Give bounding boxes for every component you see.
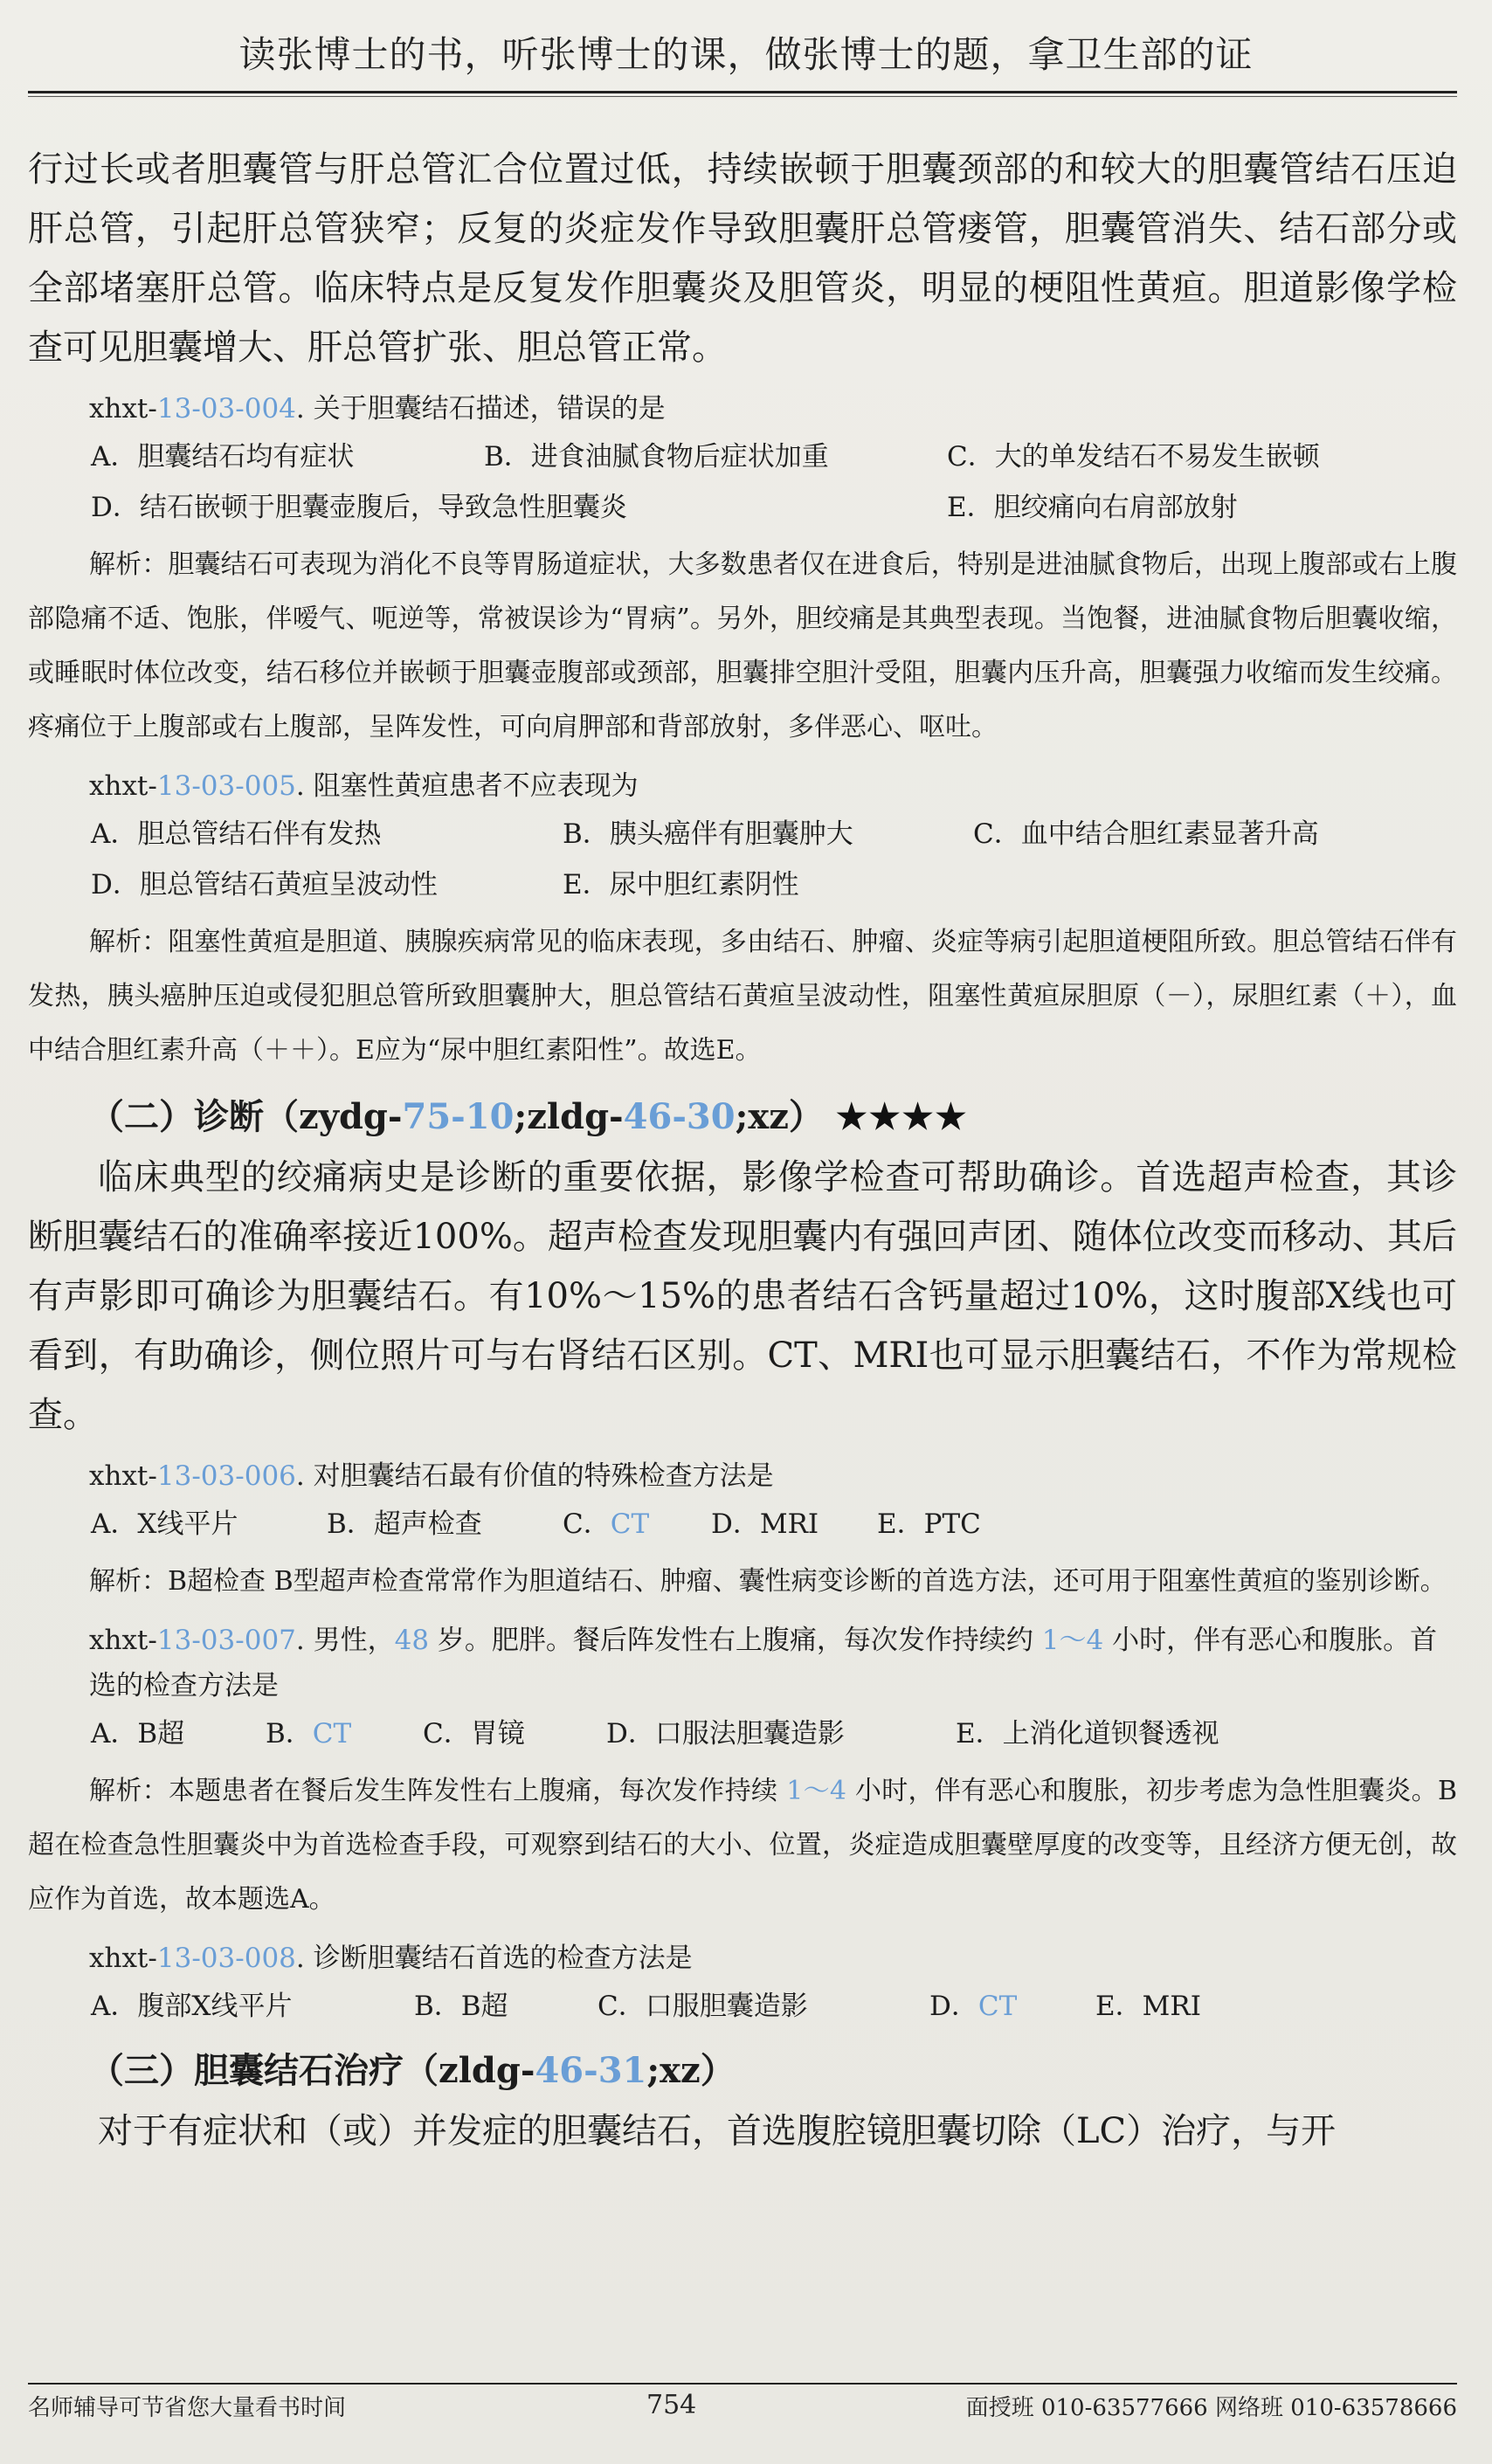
question-code: xhxt-13-03-007. bbox=[89, 1625, 305, 1656]
question-005 bbox=[28, 763, 1457, 809]
question-008 bbox=[28, 1936, 1457, 1981]
star-rating: ★★★★ bbox=[835, 1096, 969, 1137]
option-b: B．CT bbox=[266, 1718, 352, 1750]
explanation-005: 解析：阻塞性黄疸是胆道、胰腺疾病常见的临床表现，多由结石、肿瘤、炎症等病引起胆道梗阻所致。胆总管结石伴有发热，胰头癌肿压迫或侵犯胆总管所致胆囊肿大，胆总管结石黄疸呈波动性，阻塞性黄疸尿胆原（－），尿胆红素（＋），血中结合胆红素升高（＋＋）。E应为“尿中胆红素阳性”。故选E。 bbox=[28, 927, 1457, 1066]
option-e: E．尿中胆红素阴性 bbox=[563, 869, 799, 901]
option-c: C．胃镜 bbox=[423, 1718, 525, 1750]
option-c: C．血中结合胆红素显著升高 bbox=[973, 818, 1319, 850]
explanation-007: 解析：本题患者在餐后发生阵发性右上腹痛，每次发作持续 1～4 小时，伴有恶心和腹胀，初步考虑为急性胆囊炎。B超在检查急性胆囊炎中为首选检查手段，可观察到结石的大小、位置，炎症造成胆囊壁厚度的改变等，且经济方便无创，故应作为首选，故本题选A。 bbox=[28, 1776, 1457, 1915]
question-007 bbox=[28, 1618, 1457, 1708]
intro-paragraph: 行过长或者胆囊管与肝总管汇合位置过低，持续嵌顿于胆囊颈部的和较大的胆囊管结石压迫肝总管，引起肝总管狭窄；反复的炎症发作导致胆囊肝总管瘘管，胆囊管消失、结石部分或全部堵塞肝总管。临床特点是反复发作胆囊炎及胆管炎，明显的梗阻性黄疸。胆道影像学检查可见胆囊增大、肝总管扩张、胆总管正常。 bbox=[28, 149, 1457, 368]
question-007-options bbox=[28, 1708, 1457, 1759]
header-rule bbox=[28, 91, 1457, 93]
footer-contact: 面授班 010-63577666 网络班 010-63578666 bbox=[965, 2395, 1457, 2421]
question-005-options bbox=[28, 809, 1457, 910]
footer-slogan: 名师辅导可节省您大量看书时间 bbox=[28, 2395, 347, 2421]
section-treatment-heading: （三）胆囊结石治疗（zldg-46-31;xz） bbox=[89, 2050, 736, 2091]
option-b: B．B超 bbox=[414, 1991, 508, 2022]
option-a: A．X线平片 bbox=[91, 1508, 238, 1540]
question-006-options bbox=[28, 1499, 1457, 1549]
page-number: 754 bbox=[646, 2390, 697, 2420]
option-e: E．胆绞痛向右肩部放射 bbox=[947, 492, 1238, 523]
question-006 bbox=[28, 1453, 1457, 1499]
question-code: xhxt-13-03-006. bbox=[89, 1460, 305, 1492]
option-a: A．腹部X线平片 bbox=[91, 1991, 293, 2022]
diagnosis-paragraph: 临床典型的绞痛病史是诊断的重要依据，影像学检查可帮助确诊。首选超声检查，其诊断胆囊结石的准确率接近100%。超声检查发现胆囊内有强回声团、随体位改变而移动、其后有声影即可确诊为胆囊结石。有10%～15%的患者结石含钙量超过10%，这时腹部X线也可看到，有助确诊，侧位照片可与右肾结石区别。CT、MRI也可显示胆囊结石，不作为常规检查。 bbox=[28, 1157, 1457, 1435]
option-e: E．MRI bbox=[1095, 1991, 1201, 2022]
option-a: A．胆囊结石均有症状 bbox=[91, 441, 355, 473]
option-e: E．PTC bbox=[877, 1508, 981, 1540]
option-a: A．B超 bbox=[91, 1718, 185, 1750]
option-c: C．大的单发结石不易发生嵌顿 bbox=[947, 441, 1320, 473]
option-c: C．CT bbox=[563, 1508, 650, 1540]
explanation-006: 解析：B超检查 B型超声检查常常作为胆道结石、肿瘤、囊性病变诊断的首选方法，还可用于阻塞性黄疸的鉴别诊断。 bbox=[89, 1566, 1447, 1597]
option-d: D．CT bbox=[929, 1991, 1018, 2022]
question-004-options bbox=[28, 431, 1457, 533]
footer-rule bbox=[28, 2383, 1457, 2385]
option-a: A．胆总管结石伴有发热 bbox=[91, 818, 382, 850]
treatment-paragraph: 对于有症状和（或）并发症的胆囊结石，首选腹腔镜胆囊切除（LC）治疗，与开 bbox=[98, 2111, 1337, 2151]
question-008-options bbox=[28, 1981, 1457, 2032]
option-b: B．超声检查 bbox=[327, 1508, 482, 1540]
option-b: B．进食油腻食物后症状加重 bbox=[484, 441, 829, 473]
option-d: D．MRI bbox=[711, 1508, 819, 1540]
question-stem: 对胆囊结石最有价值的特殊检查方法是 bbox=[313, 1460, 774, 1492]
section-diagnosis-heading: （二）诊断（zydg-75-10;zldg-46-30;xz） ★★★★ bbox=[89, 1096, 969, 1137]
option-b: B．胰头癌伴有胆囊肿大 bbox=[563, 818, 853, 850]
question-code: xhxt-13-03-005. bbox=[89, 770, 305, 802]
page-header-title: 读张博士的书，听张博士的课，做张博士的题，拿卫生部的证 bbox=[238, 33, 1254, 76]
page-content bbox=[28, 140, 1457, 2161]
question-stem: 关于胆囊结石描述，错误的是 bbox=[313, 393, 666, 424]
question-stem: 诊断胆囊结石首选的检查方法是 bbox=[313, 1943, 693, 1974]
question-code: xhxt-13-03-004. bbox=[89, 393, 305, 424]
question-stem: 男性，48 岁。肥胖。餐后阵发性右上腹痛，每次发作持续约 1～4 小时，伴有恶心和腹胀。首选的检查方法是 bbox=[89, 1625, 1438, 1701]
question-004 bbox=[28, 386, 1457, 431]
option-d: D．结石嵌顿于胆囊壶腹后，导致急性胆囊炎 bbox=[91, 492, 627, 523]
option-c: C．口服胆囊造影 bbox=[597, 1991, 808, 2022]
question-stem: 阻塞性黄疸患者不应表现为 bbox=[313, 770, 639, 802]
question-code: xhxt-13-03-008. bbox=[89, 1943, 305, 1974]
header-rule-thin bbox=[28, 96, 1457, 97]
explanation-004: 解析：胆囊结石可表现为消化不良等胃肠道症状，大多数患者仅在进食后，特别是进油腻食物后，出现上腹部或右上腹部隐痛不适、饱胀，伴嗳气、呃逆等，常被误诊为“胃病”。另外，胆绞痛是其典型表现。当饱餐，进油腻食物后胆囊收缩，或睡眠时体位改变，结石移位并嵌顿于胆囊壶腹部或颈部，胆囊排空胆汁受阻，胆囊内压升高，胆囊强力收缩而发生绞痛。疼痛位于上腹部或右上腹部，呈阵发性，可向肩胛部和背部放射，多伴恶心、呕吐。 bbox=[28, 549, 1457, 742]
option-e: E．上消化道钡餐透视 bbox=[956, 1718, 1219, 1750]
option-d: D．胆总管结石黄疸呈波动性 bbox=[91, 869, 438, 901]
option-d: D．口服法胆囊造影 bbox=[606, 1718, 845, 1750]
